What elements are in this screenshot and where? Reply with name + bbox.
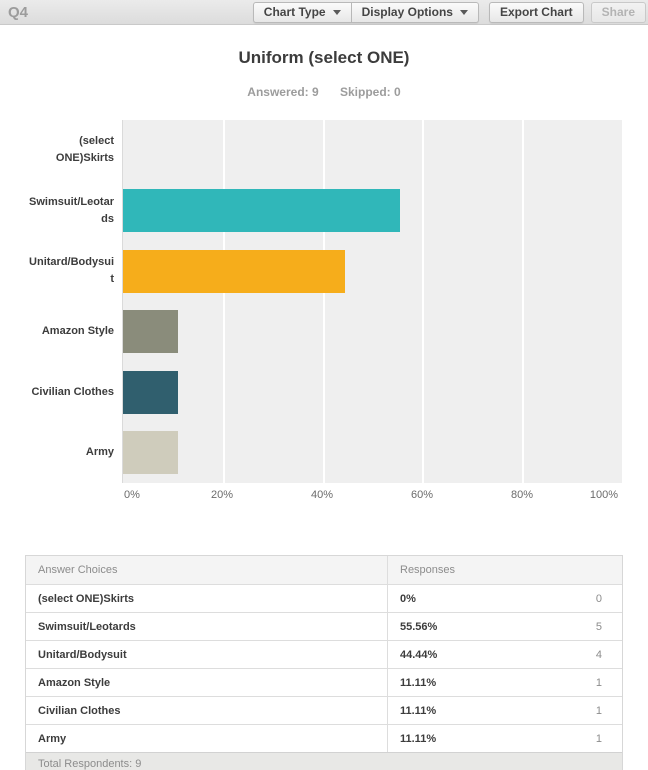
skipped-count: Skipped: 0 xyxy=(340,85,401,99)
table-row xyxy=(26,668,622,696)
bar[interactable] xyxy=(123,431,178,474)
responses-cell xyxy=(388,641,622,668)
bar-row xyxy=(123,302,622,363)
response-percent: 0% xyxy=(400,592,416,605)
bar-row xyxy=(123,120,622,181)
answer-choice-cell: Unitard/Bodysuit xyxy=(26,641,388,668)
bar-row xyxy=(123,241,622,302)
bar-row xyxy=(123,181,622,242)
category-label: (select ONE)Skirts xyxy=(55,135,114,165)
table-header-row xyxy=(26,556,622,584)
response-percent: 44.44% xyxy=(400,648,438,661)
response-percent: 55.56% xyxy=(400,620,438,633)
chevron-down-icon xyxy=(460,10,468,15)
chart-type-button[interactable] xyxy=(253,2,352,23)
responses-cell xyxy=(388,613,622,640)
results-table xyxy=(25,555,623,770)
answer-stats xyxy=(0,85,648,99)
page-title: Uniform (select ONE) xyxy=(238,48,410,67)
answer-choice-cell: Swimsuit/Leotards xyxy=(26,613,388,640)
category-label: Unitard/Bodysuit xyxy=(29,256,114,286)
chart-plot-area xyxy=(122,120,622,483)
answer-choice-cell: (select ONE)Skirts xyxy=(26,585,388,612)
category-label: Civilian Clothes xyxy=(31,385,114,398)
table-row xyxy=(26,612,622,640)
bar[interactable] xyxy=(123,189,400,232)
table-row xyxy=(26,640,622,668)
response-percent: 11.11% xyxy=(400,704,437,717)
answer-choice-cell: Amazon Style xyxy=(26,669,388,696)
x-axis-tick-label: 20% xyxy=(210,489,234,501)
x-axis-tick-label: 80% xyxy=(510,489,534,501)
response-percent: 11.11% xyxy=(400,732,437,745)
total-respondents-row: Total Respondents: 9 xyxy=(26,752,622,770)
bar[interactable] xyxy=(123,310,178,353)
share-button: Share xyxy=(591,2,646,23)
bar-chart xyxy=(26,120,622,483)
responses-cell xyxy=(388,697,622,724)
table-row xyxy=(26,696,622,724)
responses-header: Responses xyxy=(400,564,456,576)
display-options-button[interactable] xyxy=(352,2,479,23)
x-axis-tick-label: 40% xyxy=(310,489,334,501)
x-axis-tick-label: 0% xyxy=(124,489,140,501)
bar[interactable] xyxy=(123,371,178,414)
answer-choice-cell: Civilian Clothes xyxy=(26,697,388,724)
category-label: Army xyxy=(85,446,114,459)
bar[interactable] xyxy=(123,250,345,293)
question-number-label: Q4 xyxy=(8,3,29,21)
responses-cell xyxy=(388,725,622,752)
bar-row xyxy=(123,362,622,423)
table-body xyxy=(26,584,622,752)
chevron-down-icon xyxy=(333,10,341,15)
response-count: 1 xyxy=(595,732,602,745)
answered-count: Answered: 9 xyxy=(247,85,319,99)
category-label: Swimsuit/Leotards xyxy=(29,195,114,225)
response-percent: 11.11% xyxy=(400,676,437,689)
chart-category-labels xyxy=(26,120,122,483)
display-options-label: Display Options xyxy=(361,5,453,19)
category-label: Amazon Style xyxy=(41,325,114,338)
chart-controls-group xyxy=(253,2,479,23)
answer-choices-header: Answer Choices xyxy=(26,556,388,584)
responses-cell xyxy=(388,585,622,612)
answer-choice-cell: Army xyxy=(26,725,388,752)
response-count: 0 xyxy=(595,592,602,605)
response-count: 4 xyxy=(595,648,602,661)
export-chart-button[interactable]: Export Chart xyxy=(489,2,584,23)
toolbar xyxy=(0,0,648,25)
x-axis-tick-label: 100% xyxy=(589,489,619,501)
response-count: 1 xyxy=(595,704,602,717)
response-count: 1 xyxy=(595,676,602,689)
responses-cell xyxy=(388,669,622,696)
chart-type-label: Chart Type xyxy=(263,5,326,19)
chart-x-axis xyxy=(122,486,622,508)
table-row xyxy=(26,584,622,612)
table-row xyxy=(26,724,622,752)
x-axis-tick-label: 60% xyxy=(410,489,434,501)
response-count: 5 xyxy=(595,620,602,633)
bar-row xyxy=(123,423,622,484)
